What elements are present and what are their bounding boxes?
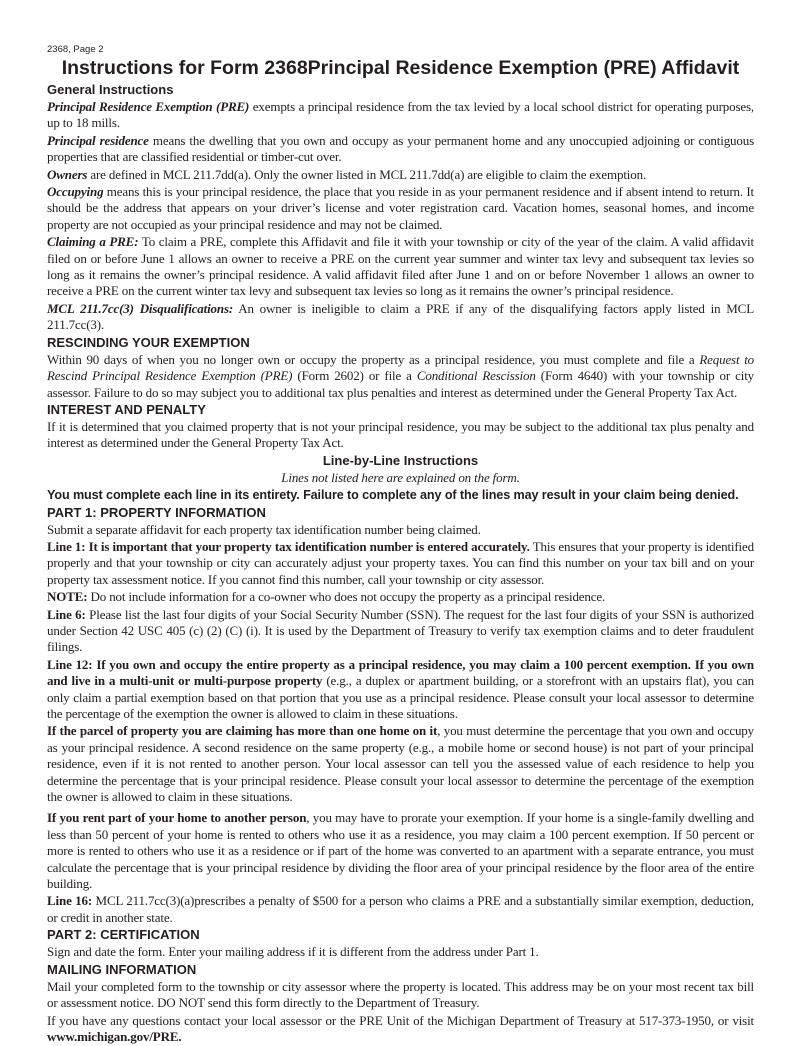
emphasized-term: Line 1: It is important that your property tax identification number is entered accurately. <box>47 538 530 554</box>
paragraph-text: Submit a separate affidavit for each property tax identification number being claimed. <box>47 521 481 537</box>
paragraph <box>47 1013 754 1046</box>
paragraph-text: MCL 211.7cc(3)(a)prescribes a penalty of $500 for a person who claims a PRE and a substantially similar exemption, deduction, or credit in another state. <box>47 893 754 925</box>
paragraph-text: This ensures that your property is identified properly and that your township or city can accurately adjust your property taxes. You can find this number on your tax bill and on your property tax assessment notice. If you cannot find this number, call your township or city assessor. <box>47 538 754 587</box>
emphasized-term: Conditional Rescission <box>416 368 536 384</box>
emphasized-term: Line 16: <box>47 893 93 909</box>
paragraph-text: means the dwelling that you own and occupy as your permanent home and any unoccupied adjoining or contiguous properties that are classified residential or timber-cut over. <box>47 132 755 165</box>
paragraph <box>47 607 754 656</box>
paragraph <box>47 99 754 132</box>
emphasized-term: Request to Rescind Principal Residence Exemption (PRE) <box>47 351 755 384</box>
section-heading: INTEREST AND PENALTY <box>47 401 206 417</box>
section-heading: General Instructions <box>47 82 174 97</box>
paragraph-text: To claim a PRE, complete this Affidavit and file it with your township or city of the year of the claim. A valid affidavit filed on or before June 1 allows an owner to receive a PRE on the current year summer and winter tax levy and subsequent tax levies so long as it remains the owner’s principal residence. A valid affidavit filed after June 1 and on or before November 1 allows an owner to receive a PRE on the current winter tax levy and subsequent tax levies so long as it remains the owner’s principal residence. <box>47 234 754 299</box>
emphasized-term: Principal residence <box>47 132 149 148</box>
paragraph <box>47 810 754 892</box>
paragraph-text: means this is your principal residence, the place that you reside in as your permanent residence and if absent intend to return. It should be the address that appears on your driver’s license and voter registration card. Vacation homes, seasonal homes, and income property are not occupied as your principal residence and may not be claimed. <box>47 184 754 232</box>
paragraph-text: (Form 2602) or file a <box>292 368 417 384</box>
section-heading: Line-by-Line Instructions <box>322 452 479 468</box>
emphasized-term: MCL 211.7cc(3) Disqualifications: <box>47 300 234 316</box>
instructions-body <box>47 82 754 1045</box>
paragraph <box>47 539 754 588</box>
paragraph-text: Within 90 days of when you no longer own or occupy the property as a principal residence, you must complete and file a <box>47 351 700 367</box>
paragraph-text: (e.g., a duplex or apartment building, or a storefront with an upstairs flat), you can only claim a partial exemption based on that portion that you use as a principal residence. Please consult your local assessor to determine the percentage of the exemption the owner is allowed to claim in these situations. <box>47 673 754 721</box>
paragraph-text: Do not include information for a co-owner who does not occupy the property as a principal residence. <box>87 589 606 605</box>
paragraph <box>47 419 754 452</box>
emphasized-term: Owners <box>47 166 88 182</box>
paragraph-text: Please list the last four digits of your Social Security Number (SSN). The request for the last four digits of your SSN is authorized under Section 42 USC 405 (c) (2) (C) (i). It is used by the Department of Treasury to verify tax exemption claims and to deter fraudulent filings. <box>47 606 755 655</box>
paragraph <box>47 301 754 334</box>
paragraph <box>47 589 754 605</box>
emphasized-term: Line 12: If you own and occupy the entire property as a principal residence, you may claim a 100 percent exemption. If you own and live in a multi-unit or multi-purpose property <box>47 656 754 689</box>
emphasized-term: Claiming a PRE: <box>47 234 139 250</box>
paragraph-text: are defined in MCL 211.7dd(a). Only the owner listed in MCL 211.7dd(a) are eligible to claim the exemption. <box>87 166 647 182</box>
paragraph <box>47 944 754 960</box>
paragraph-text: , you must determine the percentage that you own and occupy as your principal residence. A second residence on the same property (e.g., a mobile home or second house) is not part of your principal residence, even if it is not rented to another person. Your local assessor can tell you the assessed value of each residence to help you determine the percentage that is your principal residence. Please consult your local assessor to determine the percentage of the exemption the owner is allowed to claim in these situations. <box>47 723 754 805</box>
page-title: Instructions for Form 2368Principal Residence Exemption (PRE) Affidavit <box>61 57 740 79</box>
paragraph <box>47 133 754 166</box>
paragraph-text: You must complete each line in its entirety. Failure to complete any of the lines may result in your claim being denied. <box>47 488 739 503</box>
document-page <box>47 44 754 1046</box>
paragraph <box>47 723 754 805</box>
paragraph-text: (Form 4640) with your township or city assessor. Failure to do so may subject you to additional tax plus penalties and interest as determined under the General Property Tax Act. <box>47 368 755 400</box>
paragraph <box>47 234 754 300</box>
section-heading: PART 1: PROPERTY INFORMATION <box>47 504 266 520</box>
emphasized-term: Line 6: <box>47 606 86 622</box>
paragraph-text: , you may have to prorate your exemption. If your home is a single-family dwelling and less than 50 percent of your home is rented to others who use it as a residence, you may claim a 100 percent exemption. If 50 percent or more is rented to others who use it as a residence or if part of the home was converted to an apartment with a separate entrance, you must calculate the percentage that is your principal residence by dividing the floor area of your principal residence by the floor area of the entire building. <box>47 810 754 892</box>
emphasized-term: Occupying <box>47 184 104 200</box>
paragraph-text: If you have any questions contact your local assessor or the PRE Unit of the Michigan Department of Treasury at 517-373-1950, or visit <box>47 1012 754 1028</box>
emphasized-term: If you rent part of your home to another person <box>47 810 307 826</box>
paragraph <box>47 167 754 183</box>
paragraph-text: Mail your completed form to the township or city assessor where the property is located. This address may be on your most recent tax bill or assessment notice. DO NOT send this form directly to the Department of Treasury. <box>47 978 754 1011</box>
paragraph-text: If it is determined that you claimed property that is not your principal residence, you may be subject to the additional tax plus penalty and interest as determined under the General Property Tax Act. <box>47 418 754 451</box>
paragraph <box>47 657 754 723</box>
paragraph <box>47 184 754 233</box>
page-number: 2368, Page 2 <box>47 44 104 55</box>
paragraph <box>47 470 754 486</box>
section-heading: MAILING INFORMATION <box>47 961 197 977</box>
paragraph-text: Sign and date the form. Enter your mailing address if it is different from the address under Part 1. <box>47 944 539 960</box>
emphasized-term[interactable]: www.michigan.gov/PRE. <box>47 1028 182 1044</box>
paragraph <box>47 352 754 401</box>
paragraph <box>47 487 754 503</box>
paragraph <box>47 893 754 926</box>
paragraph-text: An owner is ineligible to claim a PRE if any of the disqualifying factors apply listed in MCL 211.7cc(3). <box>47 300 754 333</box>
paragraph-text: exempts a principal residence from the tax levied by a local school district for operating purposes, up to 18 mills. <box>47 99 755 131</box>
section-heading: RESCINDING YOUR EXEMPTION <box>47 334 250 350</box>
paragraph <box>47 522 754 538</box>
emphasized-term: If the parcel of property you are claiming has more than one home on it <box>47 723 438 739</box>
emphasized-term: Lines not listed here are explained on the form. <box>281 469 520 485</box>
emphasized-term: Principal Residence Exemption (PRE) <box>47 99 250 114</box>
emphasized-term: NOTE: <box>47 589 88 605</box>
section-heading: PART 2: CERTIFICATION <box>47 927 200 943</box>
paragraph <box>47 979 754 1012</box>
